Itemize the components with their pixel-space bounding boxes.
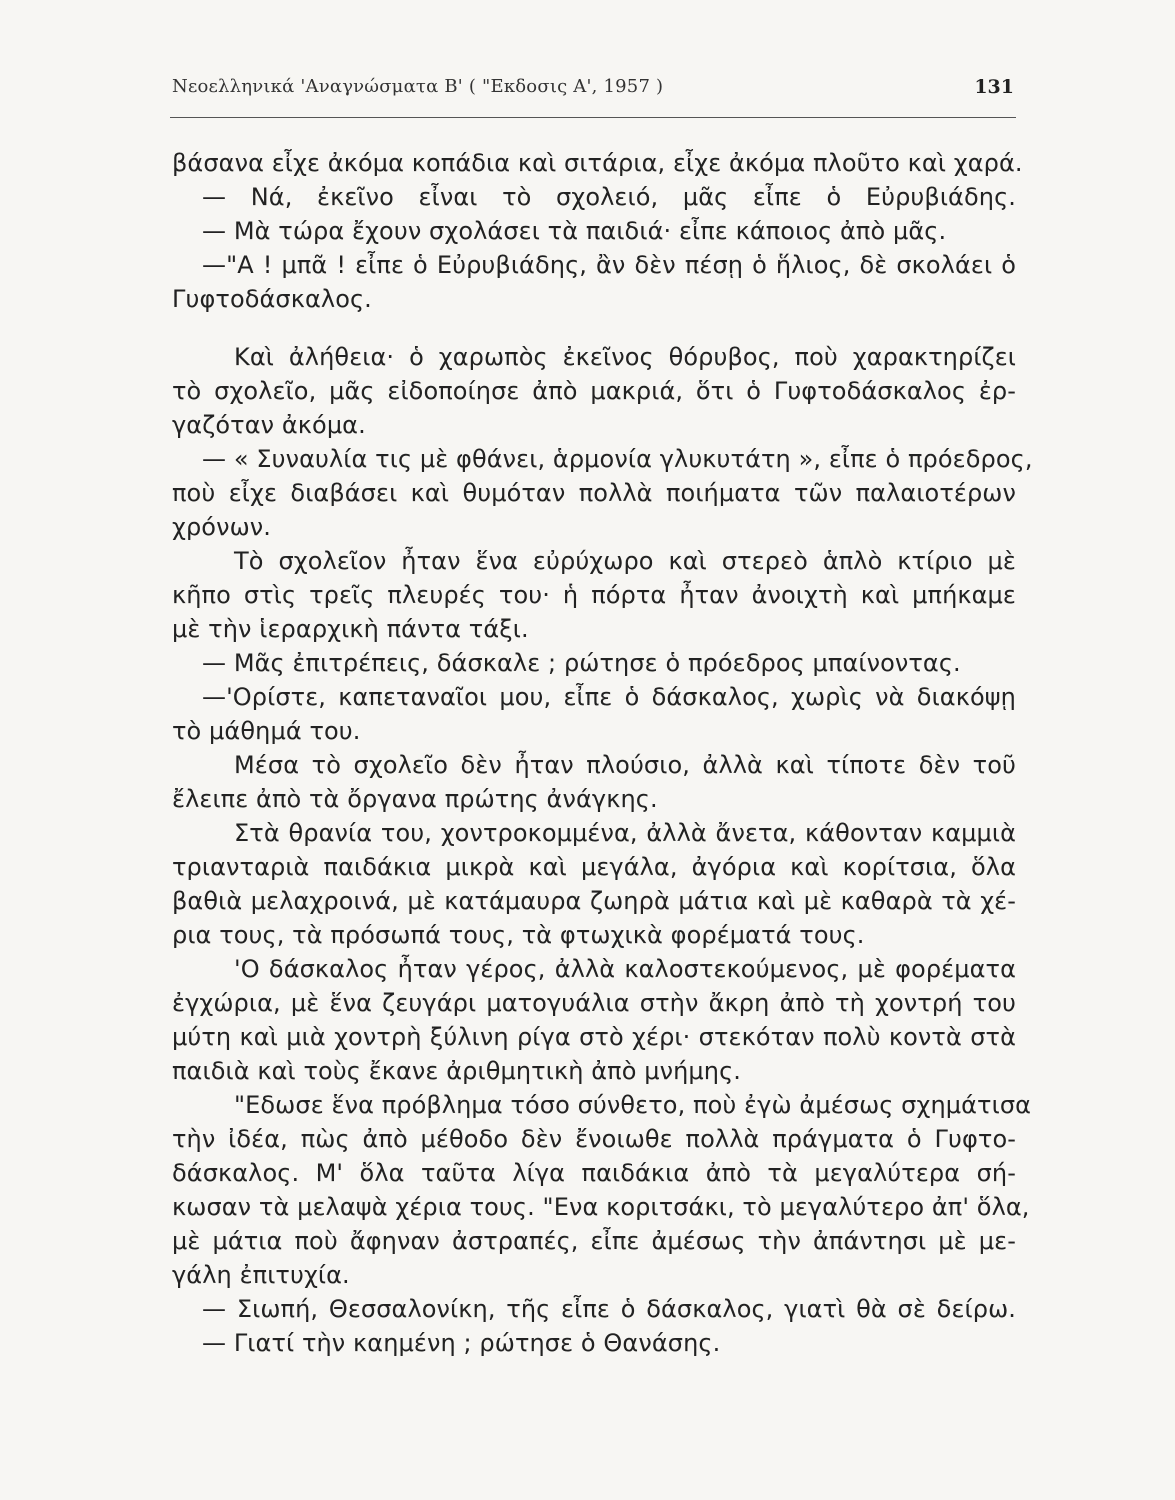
- text-line: κῆπο στὶς τρεῖς πλευρές του· ἡ πόρτα ἦταν ἀνοιχτὴ καὶ μπήκαμε: [172, 581, 1016, 609]
- text-line: τριανταριὰ παιδάκια μικρὰ καὶ μεγάλα, ἀγόρια καὶ κορίτσια, ὅλα: [172, 853, 1016, 881]
- text-line: Στὰ θρανία του, χοντροκομμένα, ἀλλὰ ἄνετα, κάθονταν καμμιὰ: [234, 819, 1016, 847]
- text-line: ρια τους, τὰ πρόσωπά τους, τὰ φτωχικὰ φορέματά τους.: [172, 921, 865, 949]
- text-line: δάσκαλος. Μ' ὅλα ταῦτα λίγα παιδάκια ἀπὸ τὰ μεγαλύτερα σή-: [172, 1159, 1016, 1187]
- text-line: Μέσα τὸ σχολεῖο δὲν ἦταν πλούσιο, ἀλλὰ καὶ τίποτε δὲν τοῦ: [234, 751, 1016, 779]
- text-line: — Μὰ τώρα ἔχουν σχολάσει τὰ παιδιά· εἶπε κάποιος ἀπὸ μᾶς.: [202, 217, 947, 245]
- text-line: τὸ σχολεῖο, μᾶς εἰδοποίησε ἀπὸ μακριά, ὅτι ὁ Γυφτοδάσκαλος ἐρ-: [172, 377, 1016, 405]
- header-rule: [170, 117, 1016, 118]
- running-header: [172, 76, 1014, 106]
- text-line: ποὺ εἶχε διαβάσει καὶ θυμόταν πολλὰ ποιήματα τῶν παλαιοτέρων: [172, 479, 1016, 507]
- header-title: Νεοελληνικά 'Αναγνώσματα Β' ( "Εκδοσις Α', 1957 ): [172, 76, 664, 97]
- text-line: γάλη ἐπιτυχία.: [172, 1261, 350, 1289]
- text-line: 'Ο δάσκαλος ἦταν γέρος, ἀλλὰ καλοστεκούμενος, μὲ φορέματα: [234, 955, 1016, 983]
- text-line: "Εδωσε ἕνα πρόβλημα τόσο σύνθετο, ποὺ ἐγὼ ἀμέσως σχημάτισα: [234, 1091, 1032, 1119]
- text-line: βάσανα εἶχε ἀκόμα κοπάδια καὶ σιτάρια, εἶχε ἀκόμα πλοῦτο καὶ χαρά.: [172, 149, 1023, 177]
- text-line: —"Α ! μπᾶ ! εἶπε ὁ Εὐρυβιάδης, ἂν δὲν πέσῃ ὁ ἥλιος, δὲ σκολάει ὁ: [202, 251, 1016, 279]
- text-line: μὲ μάτια ποὺ ἄφηναν ἀστραπές, εἶπε ἀμέσως τὴν ἀπάντησι μὲ με-: [172, 1227, 1016, 1255]
- text-line: — « Συναυλία τις μὲ φθάνει, ἁρμονία γλυκυτάτη », εἶπε ὁ πρόεδρος,: [202, 445, 1033, 473]
- text-line: μύτη καὶ μιὰ χοντρὴ ξύλινη ρίγα στὸ χέρι· στεκόταν πολὺ κοντὰ στὰ: [172, 1023, 1016, 1051]
- text-line: ἐγχώρια, μὲ ἕνα ζευγάρι ματογυάλια στὴν ἄκρη ἀπὸ τὴ χοντρή του: [172, 989, 1016, 1017]
- text-line: Τὸ σχολεῖον ἦταν ἕνα εὐρύχωρο καὶ στερεὸ ἁπλὸ κτίριο μὲ: [234, 547, 1016, 575]
- text-line: — Μᾶς ἐπιτρέπεις, δάσκαλε ; ρώτησε ὁ πρόεδρος μπαίνοντας.: [202, 649, 961, 677]
- text-line: — Σιωπή, Θεσσαλονίκη, τῆς εἶπε ὁ δάσκαλος, γιατὶ θὰ σὲ δείρω.: [202, 1295, 1016, 1323]
- text-line: γαζόταν ἀκόμα.: [172, 411, 366, 439]
- text-line: παιδιὰ καὶ τοὺς ἔκανε ἀριθμητικὴ ἀπὸ μνήμης.: [172, 1057, 741, 1085]
- text-line: — Γιατί τὴν καημένη ; ρώτησε ὁ Θανάσης.: [202, 1329, 721, 1357]
- text-line: τὸ μάθημά του.: [172, 717, 361, 745]
- text-line: Γυφτοδάσκαλος.: [172, 285, 372, 313]
- text-line: κωσαν τὰ μελαψὰ χέρια τους. "Ενα κοριτσάκι, τὸ μεγαλύτερο ἀπ' ὅλα,: [172, 1193, 1030, 1221]
- text-line: — Νά, ἐκεῖνο εἶναι τὸ σχολειό, μᾶς εἶπε ὁ Εὐρυβιάδης.: [202, 183, 1016, 211]
- text-line: ἔλειπε ἀπὸ τὰ ὄργανα πρώτης ἀνάγκης.: [172, 785, 658, 813]
- text-line: τὴν ἰδέα, πὼς ἀπὸ μέθοδο δὲν ἔνοιωθε πολλὰ πράγματα ὁ Γυφτο-: [172, 1125, 1016, 1153]
- text-line: Καὶ ἀλήθεια· ὁ χαρωπὸς ἐκεῖνος θόρυβος, ποὺ χαρακτηρίζει: [234, 343, 1016, 371]
- page-number: 131: [974, 76, 1014, 98]
- body-text: [172, 146, 1033, 1360]
- text-line: χρόνων.: [172, 513, 272, 541]
- text-line: —'Ορίστε, καπεταναῖοι μου, εἶπε ὁ δάσκαλος, χωρὶς νὰ διακόψῃ: [202, 683, 1016, 711]
- text-line: βαθιὰ μελαχροινά, μὲ κατάμαυρα ζωηρὰ μάτια καὶ μὲ καθαρὰ τὰ χέ-: [172, 887, 1016, 915]
- text-line: μὲ τὴν ἱεραρχικὴ πάντα τάξι.: [172, 615, 529, 643]
- paragraph-gap: [172, 316, 1016, 340]
